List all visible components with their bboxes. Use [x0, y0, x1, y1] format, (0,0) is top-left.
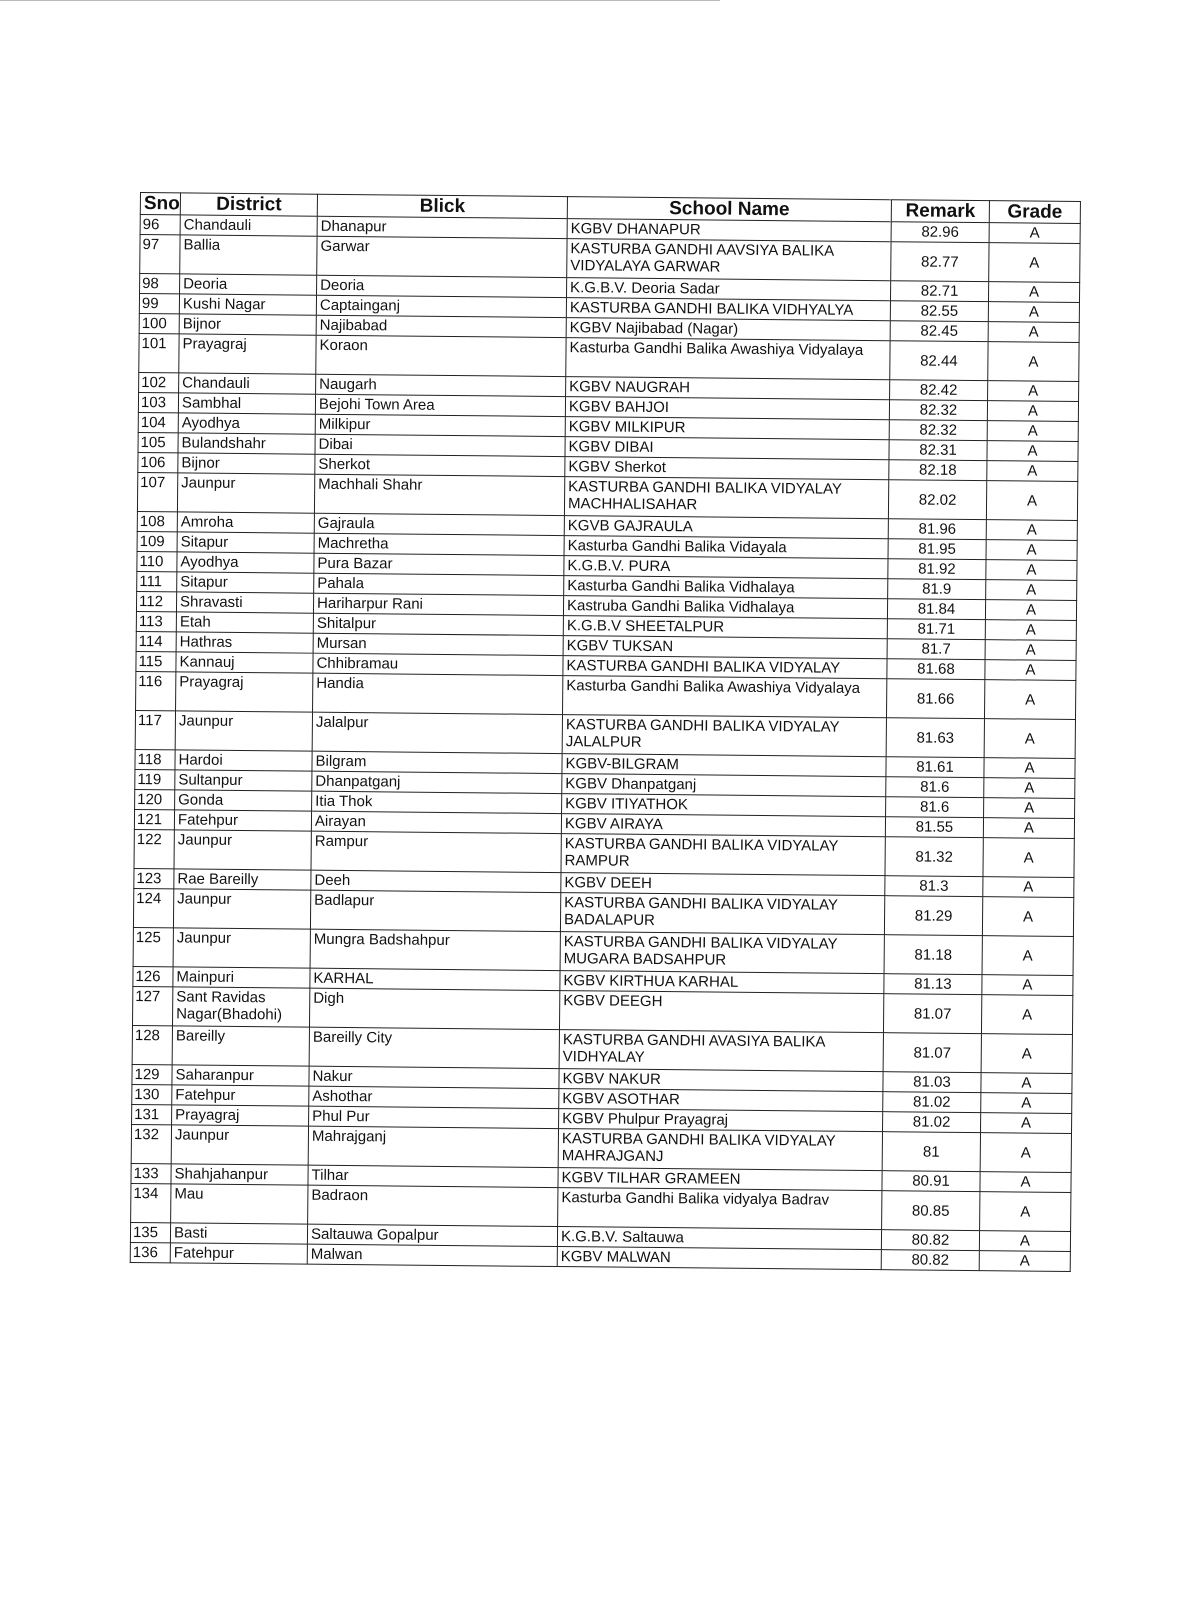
cell-sno: 111	[137, 571, 177, 591]
cell-block: Mursan	[313, 633, 563, 655]
cell-block: Naugarh	[316, 374, 566, 396]
cell-school-name: KGBV KIRTHUA KARHAL	[560, 971, 884, 994]
cell-school-name: K.G.B.V SHEETALPUR	[563, 616, 887, 639]
cell-sno: 96	[140, 215, 180, 235]
cell-district: Prayagraj	[172, 1105, 309, 1126]
cell-grade: A	[981, 1073, 1072, 1094]
cell-grade: A	[981, 1093, 1072, 1114]
cell-school-name: KGBV MILKIPUR	[565, 417, 889, 440]
cell-school-name: KGBV-BILGRAM	[562, 754, 886, 777]
cell-block: Bareilly City	[309, 1027, 559, 1068]
cell-school-name: KGBV DHANAPUR	[567, 219, 891, 242]
cell-school-name: KGBV ASOTHAR	[559, 1089, 883, 1112]
cell-block: Mungra Badshahpur	[310, 929, 560, 970]
cell-sno: 135	[130, 1222, 170, 1242]
cell-district: Jaunpur	[171, 1125, 308, 1165]
cell-block: Milkipur	[315, 414, 565, 436]
cell-school-name: KASTURBA GANDHI BALIKA VIDHYALYA	[566, 298, 890, 321]
cell-grade: A	[981, 995, 1072, 1035]
cell-remark: 82.45	[890, 321, 988, 342]
cell-remark: 82.32	[889, 420, 987, 441]
cell-sno: 134	[131, 1183, 171, 1222]
cell-sno: 136	[130, 1242, 170, 1262]
cell-sno: 104	[138, 412, 178, 432]
cell-school-name: KGBV MALWAN	[557, 1247, 881, 1270]
cell-district: Prayagraj	[176, 672, 313, 712]
cell-sno: 106	[138, 452, 178, 472]
cell-grade: A	[981, 1034, 1072, 1074]
cell-remark: 81.71	[887, 619, 985, 640]
cell-block: Koraon	[316, 335, 566, 376]
cell-remark: 81.29	[884, 896, 982, 936]
cell-school-name: K.G.B.V. PURA	[564, 556, 888, 579]
cell-sno: 105	[138, 432, 178, 452]
cell-sno: 107	[137, 472, 177, 511]
cell-sno: 118	[135, 749, 175, 769]
cell-district: Bijnor	[178, 453, 315, 474]
cell-block: Pahala	[314, 573, 564, 595]
cell-sno: 101	[139, 333, 179, 372]
cell-school-name: KGVB GAJRAULA	[564, 516, 888, 539]
cell-block: Chhibramau	[313, 653, 563, 675]
header-remark: Remark	[891, 200, 989, 223]
cell-grade: A	[985, 620, 1076, 641]
cell-school-name: KGBV Sherkot	[565, 457, 889, 480]
cell-block: Pura Bazar	[314, 553, 564, 575]
cell-block: Badlapur	[310, 890, 560, 931]
cell-sno: 130	[132, 1084, 172, 1104]
cell-sno: 129	[132, 1064, 172, 1084]
cell-school-name: KGBV Phulpur Prayagraj	[559, 1109, 883, 1132]
cell-remark: 81.7	[887, 639, 985, 660]
cell-remark: 82.71	[890, 281, 988, 302]
cell-remark: 81.03	[883, 1072, 981, 1093]
cell-sno: 121	[134, 809, 174, 829]
cell-block: Digh	[309, 988, 559, 1029]
cell-remark: 81.3	[885, 876, 983, 897]
cell-grade: A	[984, 719, 1075, 759]
cell-district: Ayodhya	[178, 413, 315, 434]
cell-school-name: KASTURBA GANDHI BALIKA VIDYALAY RAMPUR	[561, 834, 885, 876]
cell-block: Ashothar	[309, 1086, 559, 1108]
cell-sno: 114	[136, 631, 176, 651]
cell-school-name: KASTURBA GANDHI BALIKA VIDYALAY	[563, 656, 887, 679]
cell-school-name: KASTURBA GANDHI BALIKA VIDYALAY BADALAPUR	[560, 893, 884, 935]
cell-district: Jaunpur	[175, 711, 312, 751]
cell-remark: 82.32	[889, 400, 987, 421]
cell-grade: A	[982, 936, 1073, 976]
cell-grade: A	[980, 1192, 1071, 1232]
header-school-name: School Name	[567, 197, 891, 222]
cell-school-name: K.G.B.V. Saltauwa	[557, 1227, 881, 1250]
cell-remark: 82.18	[889, 460, 987, 481]
cell-grade: A	[988, 282, 1079, 303]
cell-school-name: KGBV DEEH	[561, 873, 885, 896]
cell-block: Gajraula	[314, 513, 564, 535]
cell-remark: 82.77	[891, 242, 989, 282]
cell-district: Sant Ravidas Nagar(Bhadohi)	[172, 987, 309, 1027]
cell-school-name: KGBV AIRAYA	[561, 814, 885, 837]
cell-sno: 127	[132, 986, 172, 1025]
cell-sno: 103	[138, 392, 178, 412]
cell-grade: A	[986, 520, 1077, 541]
cell-school-name: Kasturba Gandhi Balika Awashiya Vidyalaya	[566, 338, 890, 380]
cell-grade: A	[988, 302, 1079, 323]
cell-remark: 81.55	[885, 817, 983, 838]
cell-block: Phul Pur	[309, 1106, 559, 1128]
cell-grade: A	[988, 342, 1079, 382]
cell-district: Sitapur	[177, 532, 314, 553]
cell-sno: 99	[139, 294, 179, 314]
cell-block: Hariharpur Rani	[313, 593, 563, 615]
cell-sno: 125	[133, 927, 173, 966]
cell-block: Handia	[313, 673, 563, 714]
cell-district: Kushi Nagar	[179, 294, 316, 315]
cell-block: Deeh	[311, 870, 561, 892]
cell-sno: 122	[134, 829, 174, 868]
cell-remark: 82.42	[890, 380, 988, 401]
header-sno: Sno	[140, 193, 180, 215]
scan-edge-line	[0, 0, 720, 1]
cell-district: Saharanpur	[172, 1065, 309, 1086]
cell-district: Sultanpur	[175, 770, 312, 791]
cell-sno: 128	[132, 1025, 172, 1064]
cell-school-name: KGBV BAHJOI	[565, 397, 889, 420]
cell-remark: 81.66	[886, 679, 984, 719]
cell-block: Airayan	[311, 811, 561, 833]
cell-school-name: KGBV DEEGH	[559, 991, 883, 1033]
cell-block: Badraon	[308, 1185, 558, 1226]
cell-remark: 81.07	[883, 994, 981, 1034]
cell-school-name: Kasturba Gandhi Balika Vidhalaya	[564, 576, 888, 599]
cell-sno: 110	[137, 551, 177, 571]
cell-block: Tilhar	[308, 1165, 558, 1187]
cell-grade: A	[987, 401, 1078, 422]
cell-district: Fatehpur	[170, 1243, 307, 1264]
cell-grade: A	[985, 660, 1076, 681]
cell-sno: 97	[140, 235, 180, 274]
cell-district: Jaunpur	[174, 830, 311, 870]
cell-block: Bejohi Town Area	[315, 394, 565, 416]
cell-school-name: KGBV NAKUR	[559, 1069, 883, 1092]
cell-remark: 82.55	[890, 301, 988, 322]
cell-grade: A	[984, 758, 1075, 779]
cell-remark: 81.07	[883, 1033, 981, 1073]
cell-block: Shitalpur	[313, 613, 563, 635]
cell-district: Gonda	[175, 790, 312, 811]
cell-school-name: KGBV ITIYATHOK	[562, 794, 886, 817]
cell-block: Dibai	[315, 434, 565, 456]
cell-block: Itia Thok	[312, 791, 562, 813]
cell-block: Saltauwa Gopalpur	[307, 1224, 557, 1246]
cell-remark: 81.63	[886, 718, 984, 758]
cell-remark: 81.84	[887, 599, 985, 620]
cell-grade: A	[989, 223, 1080, 244]
cell-grade: A	[988, 322, 1079, 343]
document-sheet	[130, 192, 1080, 1272]
cell-school-name: Kasturba Gandhi Balika Vidayala	[564, 536, 888, 559]
cell-district: Mau	[171, 1184, 308, 1224]
cell-district: Basti	[170, 1223, 307, 1244]
cell-sno: 113	[136, 611, 176, 631]
table-body	[130, 215, 1080, 1272]
cell-block: Rampur	[311, 831, 561, 872]
cell-remark: 81.02	[883, 1112, 981, 1133]
cell-sno: 98	[140, 274, 180, 294]
cell-sno: 120	[135, 789, 175, 809]
cell-grade: A	[980, 1172, 1071, 1193]
cell-school-name: KASTURBA GANDHI AVASIYA BALIKA VIDHYALAY	[559, 1030, 883, 1072]
cell-grade: A	[985, 640, 1076, 661]
cell-sno: 131	[132, 1104, 172, 1124]
header-grade: Grade	[989, 201, 1080, 224]
cell-sno: 102	[139, 372, 179, 392]
cell-sno: 109	[137, 531, 177, 551]
cell-remark: 81.9	[888, 579, 986, 600]
cell-school-name: Kastruba Gandhi Balika Vidhalaya	[563, 596, 887, 619]
cell-district: Bulandshahr	[178, 433, 315, 454]
cell-district: Chandauli	[179, 373, 316, 394]
cell-district: Jaunpur	[173, 928, 310, 968]
cell-remark: 81.6	[886, 797, 984, 818]
cell-grade: A	[985, 600, 1076, 621]
cell-district: Deoria	[180, 274, 317, 295]
cell-block: Bilgram	[312, 751, 562, 773]
cell-grade: A	[984, 680, 1075, 720]
cell-school-name: KGBV TUKSAN	[563, 636, 887, 659]
cell-block: Sherkot	[315, 454, 565, 476]
cell-district: Hathras	[176, 632, 313, 653]
school-grade-table	[130, 192, 1081, 1272]
cell-district: Sambhal	[178, 393, 315, 414]
cell-district: Fatehpur	[172, 1085, 309, 1106]
cell-sno: 119	[135, 769, 175, 789]
cell-grade: A	[983, 877, 1074, 898]
cell-grade: A	[982, 975, 1073, 996]
cell-school-name: KGBV DIBAI	[565, 437, 889, 460]
cell-grade: A	[989, 243, 1080, 283]
cell-remark: 80.82	[881, 1230, 979, 1251]
cell-district: Jaunpur	[177, 473, 314, 513]
cell-remark: 81	[882, 1132, 980, 1172]
cell-block: Garwar	[317, 236, 567, 277]
cell-school-name: K.G.B.V. Deoria Sadar	[567, 278, 891, 301]
cell-block: Deoria	[317, 275, 567, 297]
cell-sno: 115	[136, 651, 176, 671]
cell-district: Sitapur	[177, 572, 314, 593]
cell-grade: A	[986, 540, 1077, 561]
cell-sno: 123	[134, 868, 174, 888]
cell-block: Captainganj	[316, 295, 566, 317]
cell-school-name: Kasturba Gandhi Balika vidyalya Badrav	[558, 1188, 882, 1230]
cell-school-name: KASTURBA GANDHI BALIKA VIDYALAY MUGARA BADSAHPUR	[560, 932, 884, 974]
cell-grade: A	[987, 421, 1078, 442]
cell-district: Bijnor	[179, 314, 316, 335]
cell-block: Nakur	[309, 1066, 559, 1088]
cell-remark: 82.31	[889, 440, 987, 461]
cell-block: Najibabad	[316, 315, 566, 337]
cell-remark: 81.02	[883, 1092, 981, 1113]
cell-school-name: KASTURBA GANDHI BALIKA VIDYALAY JALALPUR	[562, 715, 886, 757]
cell-remark: 80.91	[882, 1171, 980, 1192]
cell-grade: A	[987, 441, 1078, 462]
cell-block: Dhanapur	[317, 216, 567, 238]
cell-district: Etah	[176, 612, 313, 633]
cell-grade: A	[984, 798, 1075, 819]
cell-remark: 82.44	[890, 341, 988, 381]
cell-remark: 82.02	[888, 480, 986, 520]
cell-school-name: KASTURBA GANDHI BALIKA VIDYALAY MAHRAJGANJ	[558, 1129, 882, 1171]
cell-grade: A	[986, 560, 1077, 581]
cell-district: Shravasti	[176, 592, 313, 613]
cell-remark: 81.13	[884, 974, 982, 995]
cell-remark: 81.92	[888, 559, 986, 580]
cell-grade: A	[982, 897, 1073, 937]
cell-remark: 82.96	[891, 222, 989, 243]
cell-remark: 81.95	[888, 539, 986, 560]
cell-grade: A	[983, 818, 1074, 839]
header-block: Blick	[317, 194, 567, 218]
cell-grade: A	[981, 1113, 1072, 1134]
cell-grade: A	[984, 778, 1075, 799]
cell-sno: 116	[136, 671, 176, 710]
cell-sno: 132	[131, 1124, 171, 1163]
cell-district: Mainpuri	[173, 967, 310, 988]
header-district: District	[180, 193, 317, 216]
cell-sno: 133	[131, 1163, 171, 1183]
cell-school-name: Kasturba Gandhi Balika Awashiya Vidyalaya	[563, 676, 887, 718]
cell-sno: 112	[136, 591, 176, 611]
cell-sno: 100	[139, 313, 179, 333]
cell-school-name: KASTURBA GANDHI BALIKA VIDYALAY MACHHALISAHAR	[564, 477, 888, 519]
cell-grade: A	[986, 580, 1077, 601]
cell-district: Rae Bareilly	[174, 869, 311, 890]
cell-district: Jaunpur	[173, 889, 310, 929]
cell-district: Kannauj	[176, 652, 313, 673]
cell-remark: 80.85	[882, 1191, 980, 1231]
cell-district: Amroha	[177, 512, 314, 533]
cell-school-name: KGBV TILHAR GRAMEEN	[558, 1168, 882, 1191]
cell-grade: A	[980, 1133, 1071, 1173]
cell-school-name: KGBV NAUGRAH	[566, 377, 890, 400]
cell-remark: 81.96	[888, 519, 986, 540]
cell-remark: 81.18	[884, 935, 982, 975]
cell-district: Prayagraj	[179, 334, 316, 374]
cell-district: Shahjahanpur	[171, 1164, 308, 1185]
cell-sno: 124	[133, 888, 173, 927]
cell-remark: 80.82	[881, 1250, 979, 1271]
cell-district: Ayodhya	[177, 552, 314, 573]
cell-grade: A	[983, 838, 1074, 878]
cell-sno: 117	[135, 710, 175, 749]
cell-district: Ballia	[180, 235, 317, 275]
cell-remark: 81.32	[885, 837, 983, 877]
cell-grade: A	[979, 1251, 1070, 1272]
cell-remark: 81.6	[886, 777, 984, 798]
cell-district: Fatehpur	[174, 810, 311, 831]
cell-block: Machretha	[314, 533, 564, 555]
cell-grade: A	[987, 461, 1078, 482]
cell-school-name: KGBV Dhanpatganj	[562, 774, 886, 797]
cell-school-name: KASTURBA GANDHI AAVSIYA BALIKA VIDYALAYA GARWAR	[567, 239, 891, 281]
cell-grade: A	[988, 381, 1079, 402]
cell-school-name: KGBV Najibabad (Nagar)	[566, 318, 890, 341]
cell-block: Mahrajganj	[308, 1126, 558, 1167]
cell-district: Chandauli	[180, 215, 317, 236]
cell-sno: 126	[133, 966, 173, 986]
cell-sno: 108	[137, 511, 177, 531]
cell-district: Bareilly	[172, 1026, 309, 1066]
cell-block: KARHAL	[310, 968, 560, 990]
cell-grade: A	[979, 1231, 1070, 1252]
cell-block: Dhanpatganj	[312, 771, 562, 793]
cell-grade: A	[986, 481, 1077, 521]
cell-remark: 81.68	[887, 659, 985, 680]
cell-block: Machhali Shahr	[314, 474, 564, 515]
cell-remark: 81.61	[886, 757, 984, 778]
cell-block: Malwan	[307, 1244, 557, 1266]
cell-block: Jalalpur	[312, 712, 562, 753]
cell-district: Hardoi	[175, 750, 312, 771]
